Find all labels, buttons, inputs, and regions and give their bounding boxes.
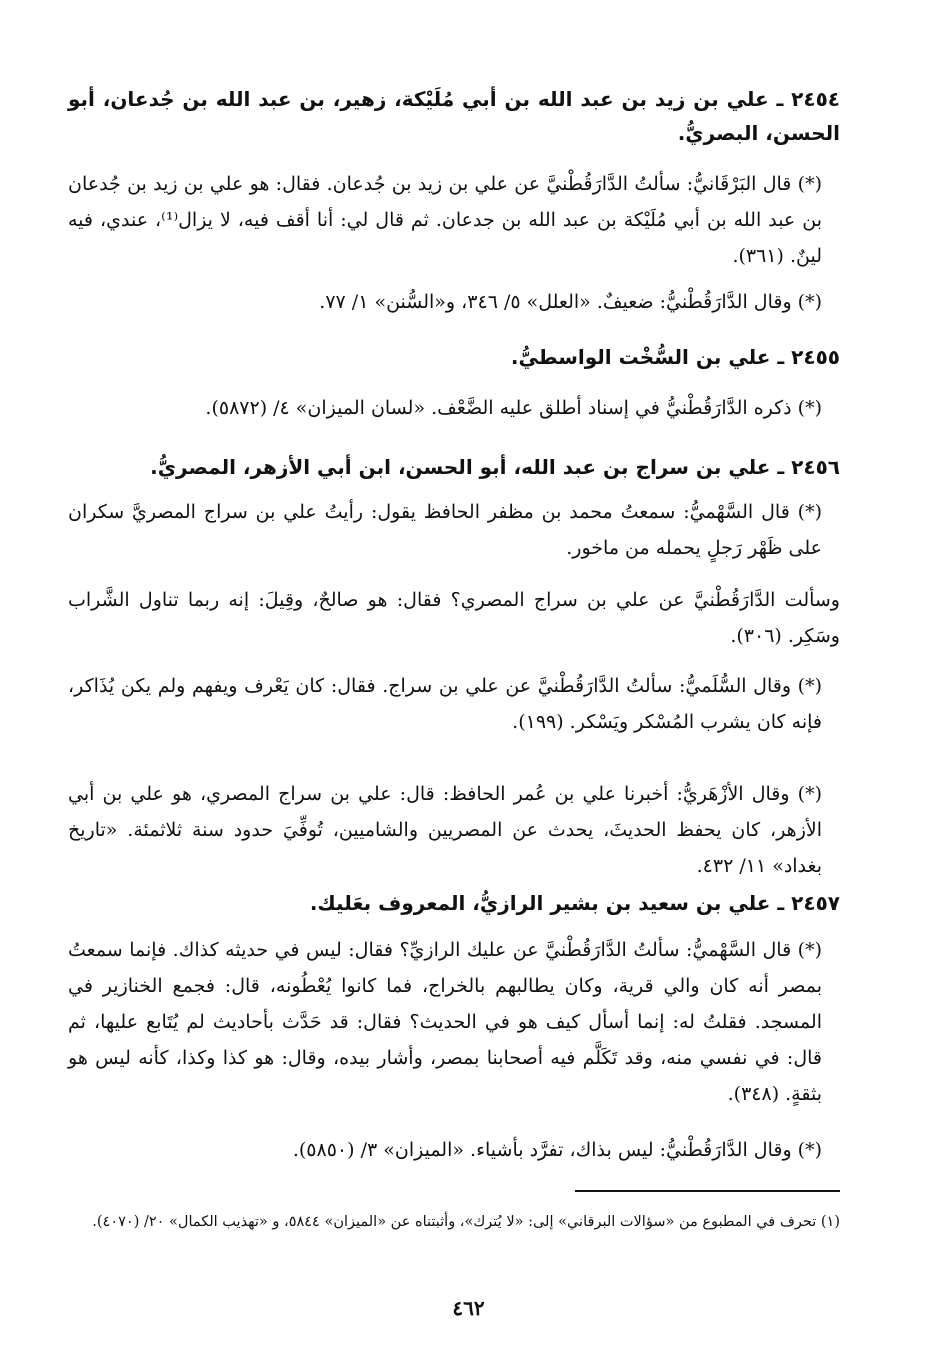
entry-2456-paragraph-2: وسألت الدَّارَقُطْنيَّ عن علي بن سراج المصري؟ فقال: هو صالحٌ، وقِيلَ: إنه ربما تناول الشَّراب وسَكِر. (٣٠٦). — [68, 589, 840, 647]
entry-2457-paragraph-1: (*) قال السَّهْميُّ: سألتُ الدَّارَقُطْنيَّ عن عليك الرازيِّ؟ فقال: ليس في حديثه كذاك. فإنما سمعتُ بمصر أنه كان والي قرية، وكان يطالبهم بالخراج، فما كانوا يُعْطُونه، قال: فجمع الخنازير في المسجد. فقلتُ له: إنما أسأل كيف هو في الحديث؟ فقال: قد حَدَّث بأحاديث لم يُتَابع عليها، ثم قال: في نفسي منه، وقد تَكَلَّم فيه أصحابنا بمصر، وأشار بيده، وقال: هو كذا وكذا، كأنه ليس هو بثقةٍ. (٣٤٨). — [68, 939, 822, 1105]
entry-2456-paragraph-3: (*) وقال السُّلَميُّ: سألتُ الدَّارَقُطْنيَّ عن علي بن سراج. فقال: كان يَعْرف ويفهم ولم يكن يُذَاكر، فإنه كان يشرب المُسْكر ويَسْكر. (١٩٩). — [68, 675, 822, 733]
footnote-separator — [575, 1190, 840, 1192]
entry-heading-2455: ٢٤٥٥ ـ علي بن السُّخْت الواسطيُّ. — [510, 345, 840, 369]
entry-2456-paragraph-4: (*) وقال الأزْهَريُّ: أخبرنا علي بن عُمر الحافظ: قال: علي بن سراج المصري، هو علي بن أبي الأزهر، كان يحفظ الحديثَ، يحدث عن المصريين والشاميين، تُوفِّيَ حدود سنة ثلاثمئة. «تاريخ بغداد» ١١/ ٤٣٢. — [68, 783, 822, 877]
entry-heading-2454: ٢٤٥٤ ـ علي بن زيد بن عبد الله بن أبي مُلَيْكة، زهير، بن عبد الله بن جُدعان، أبو الحسن، البصريُّ. — [68, 87, 840, 145]
footnote-1: (١) تحرف في المطبوع من «سؤالات البرقاني» إلى: «لا يُترك»، وأثبتناه عن «الميزان» ٥٨٤٤، و «تهذيب الكمال» ٢٠/ (٤٠٧٠). — [92, 1214, 840, 1230]
entry-2454-paragraph-2: (*) وقال الدَّارَقُطْنيُّ: ضعيفٌ. «العلل» ٥/ ٣٤٦، و«السُّنن» ١/ ٧٧. — [319, 291, 822, 313]
entry-2457-paragraph-2: (*) وقال الدَّارَقُطْنيُّ: ليس بذاك، تفرَّد بأشياء. «الميزان» ٣/ (٥٨٥٠). — [292, 1139, 822, 1161]
page-number: ٤٦٢ — [452, 1296, 485, 1320]
entry-heading-2457: ٢٤٥٧ ـ علي بن سعيد بن بشير الرازيُّ، المعروف بعَليك. — [309, 891, 840, 915]
entry-heading-2456: ٢٤٥٦ ـ علي بن سراج بن عبد الله، أبو الحسن، ابن أبي الأزهر، المصريُّ. — [150, 455, 840, 479]
entry-2456-paragraph-1: (*) قال السَّهْميُّ: سمعتُ محمد بن مظفر الحافظ يقول: رأيتُ علي بن سراج المصريَّ سكران على ظَهْر رَجلٍ يحمله من ماخور. — [68, 501, 822, 559]
entry-2455-paragraph-1: (*) ذكره الدَّارَقُطْنيُّ في إسناد أطلق عليه الضَّعْف. «لسان الميزان» ٤/ (٥٨٧٢). — [205, 397, 822, 419]
entry-2454-paragraph-1: (*) قال البَرْقَانيُّ: سألتُ الدَّارَقُطْنيَّ عن علي بن زيد بن جُدعان. فقال: هو علي بن زيد بن جُدعان بن عبد الله بن أبي مُلَيْكة بن عبد الله بن جدعان. ثم قال لي: أنا أقف فيه، لا يزال⁽¹⁾، عندي، فيه لينٌ. (٣٦١). — [68, 173, 822, 267]
